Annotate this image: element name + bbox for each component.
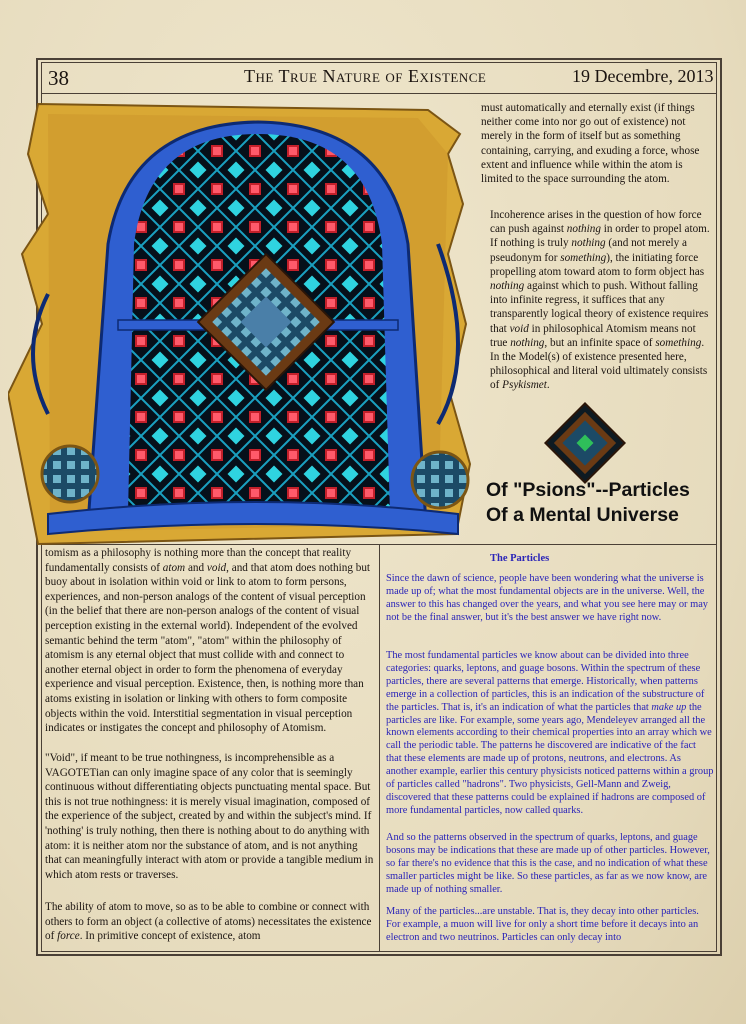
particles-paragraph-2: The most fundamental particles we know about can be divided into three categories: quarks, leptons, and guage bosons. Within the spectrum of these particles, there are several patterns that emerge. Historically, when patterns emerge in a collection of particles, this is an indication of the substructure of the particles. That is, it's an indication of what the particles that make up the particles are like. For example, some years ago, Mendeleyev arranged all the known elements according to their chemical properties into an array which we call the periodic table. The patterns he discovered are indicative of the fact that these elements are made up of protons, neutrons, and electrons. As another example, earlier this century physicists noticed patterns within a group of particles called "hadrons". Two physicists, Gell-Mann and Zweig, discovered that these patterns could be explained if hadrons are composed of more fundamental particles, now called quarks. bbox=[386, 650, 714, 816]
left-column-paragraph-2: "Void", if meant to be true nothingness, is incomprehensible as a VAGOTETian can only imagine space of any color that is seemingly continuous without differentiating objects punctuating mental space. But this is not true nothingness: it is merely visual imagination, composed of the experience of the subject, created by and within the subject's mind. If 'nothing' is truly nothing, then there is nothing about to do anything with atom: it is neither atom nor the substance of atom, and is not anything that can meaningfully interact with atom or provide a tangible medium in which atom rests or traverses. bbox=[45, 752, 374, 881]
right-column-paragraph-1: must automatically and eternally exist (if things neither come into nor go out of existence) not merely in the form of itself but as something containing, carrying, and exuding a force, whose extent and influence while within the atom is limited to the space surrounding the atom. bbox=[481, 102, 700, 186]
particles-paragraph-4: Many of the particles...are unstable. That is, they decay into other particles. For example, a muon will live for only a short time before it decays into an electron and two neutrinos. Particles can only decay into bbox=[386, 906, 699, 943]
page-date: 19 Decembre, 2013 bbox=[572, 66, 714, 86]
page-number: 38 bbox=[48, 66, 69, 90]
right-column-paragraph-2: Incoherence arises in the question of how force can push against nothing in order to propel atom. If nothing is truly nothing (and not merely a pseudonym for something), the initiating force propelling atom toward atom to form object has nothing against which to push. Without falling into infinite regress, it suffices that any transparently logical theory of existence requires that void in philosophical Atomism means not true nothing, but an infinite space of something. In the Model(s) of existence presented here, philosophical and literal void ultimately consists of Psykismet. bbox=[490, 209, 710, 392]
left-column-paragraph-3: The ability of atom to move, so as to be able to combine or connect with others to form an object (a collective of atoms) necessitates the existence of force. In primitive concept of existence, atom bbox=[45, 901, 372, 943]
left-column-paragraph-1: tomism as a philosophy is nothing more than the concept that reality fundamentally consists of atom and void, and that atom does nothing but buoy about in isolation within void or link to atom to form persons, experiences, and non-person analogs of the content of visual perception (in the belief that there are non-person analogs of the content of visual perception existing in the external world). Independent of the evolved semantic behind the term "atom", "atom" within the philosophy of atomism is any eternal object that must collide with and connect to another eternal object in order to form the phenomena of everyday experience and visual perception. Existence, then, is nothing more than atoms existing in isolation or linking with others to form composite objects within the void. Interstitial segmentation in visual perception indicates or instigates the concept and philosophy of Atomism. bbox=[45, 547, 371, 735]
particles-paragraph-1: Since the dawn of science, people have been wondering what the universe is made up of; what the most fundamental objects are in the universe. Well, the answer to this has changed over the years, and what you see here may or may not be the final answer, but it's the best answer we have right now. bbox=[386, 573, 708, 623]
section-heading: Of "Psions"--Particles Of a Mental Universe bbox=[486, 479, 690, 526]
particles-heading: The Particles bbox=[490, 553, 550, 564]
running-title: The True Nature of Existence bbox=[244, 66, 487, 86]
column-rule bbox=[379, 545, 380, 952]
ornament-diamond-icon bbox=[540, 398, 630, 488]
particles-paragraph-3: And so the patterns observed in the spectrum of quarks, leptons, and guage bosons may be indications that these are made up of other particles. However, so far there's no evidence that this is the case, and no indication of what these smaller particles might be like. So these particles, as far as we now know, are made up of nothing smaller. bbox=[386, 832, 710, 895]
illuminated-initial-a bbox=[8, 94, 478, 554]
